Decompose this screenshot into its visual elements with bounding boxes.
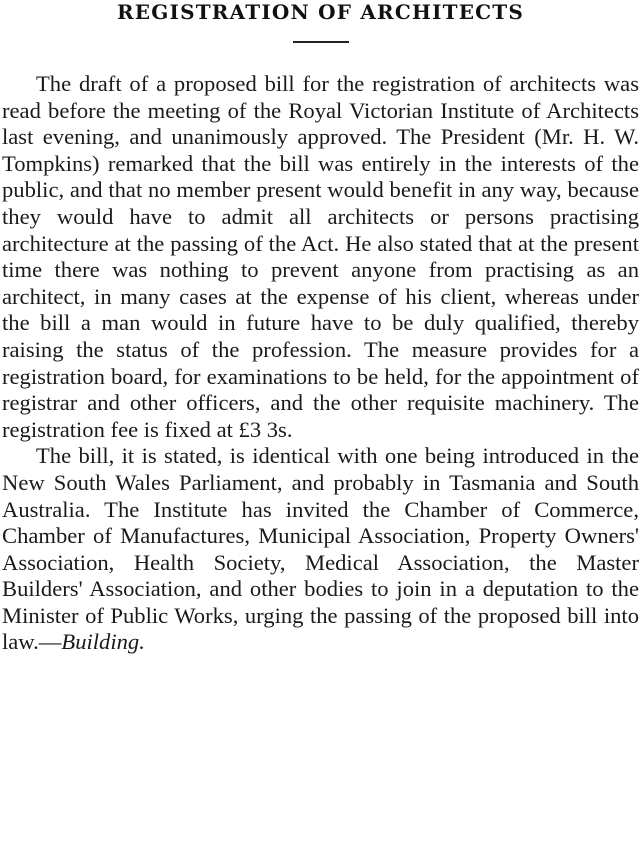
article-headline: REGISTRATION OF ARCHITECTS xyxy=(116,0,525,24)
article-paragraph-2 xyxy=(2,443,639,656)
article-paragraph-2-text: The bill, it is stated, is identical with one being introduced in the New South Wales Parliament, and probably in Tasmania and South Australia. The Institute has invited the Chamber of Commerce, Chamber of Manufactures, Municipal Association, Property Owners' Association, Health Society, Medical Association, the Master Builders' Association, and other bodies to join in a deputation to the Minister of Public Works, urging the passing of the proposed bill into law.— xyxy=(2,443,639,655)
article-paragraph-1: The draft of a proposed bill for the registration of architects was read before the meeting of the Royal Victorian Institute of Architects last evening, and unanimously approved. The President (Mr. H. W. Tompkins) remarked that the bill was entirely in the interests of the public, and that no member present would benefit in any way, because they would have to admit all architects or persons practising architecture at the passing of the Act. He also stated that at the present time there was nothing to prevent anyone from practising as an architect, in many cases at the expense of his client, whereas under the bill a man would in future have to be duly qualified, thereby raising the status of the profession. The measure provides for a registration board, for examinations to be held, for the appointment of registrar and other officers, and the other requisite machinery. The registration fee is fixed at £3 3s. xyxy=(2,71,639,442)
article-source: Building. xyxy=(61,629,145,655)
article-body xyxy=(2,71,639,656)
headline-divider xyxy=(293,41,349,43)
